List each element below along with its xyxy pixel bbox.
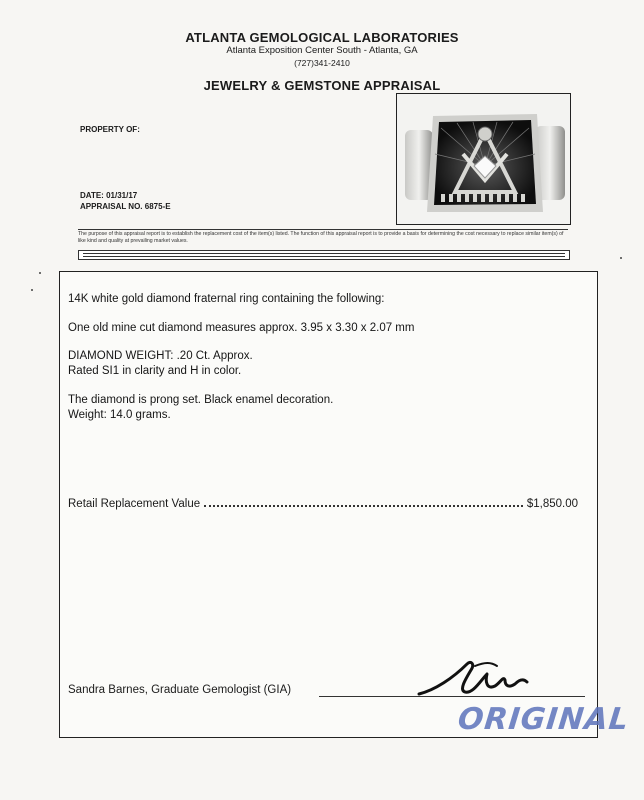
description-line: One old mine cut diamond measures approx. 3.95 x 3.30 x 2.07 mm bbox=[68, 322, 415, 334]
retail-replacement-value-row bbox=[68, 498, 578, 510]
appraisal-number-row bbox=[80, 202, 171, 211]
description-line: Weight: 14.0 grams. bbox=[68, 409, 171, 421]
date-row bbox=[80, 191, 137, 200]
description-line: 14K white gold diamond fraternal ring containing the following: bbox=[68, 293, 385, 305]
value-amount: $1,850.00 bbox=[526, 498, 578, 510]
appraisal-number-value: 6875-E bbox=[144, 202, 171, 211]
lab-name: ATLANTA GEMOLOGICAL LABORATORIES bbox=[185, 30, 459, 45]
description-line: Rated SI1 in clarity and H in color. bbox=[68, 365, 242, 377]
lab-phone: (727)341-2410 bbox=[294, 58, 350, 68]
paper-speck bbox=[39, 272, 41, 274]
value-label: Retail Replacement Value bbox=[68, 498, 201, 510]
signer-name: Sandra Barnes, Graduate Gemologist (GIA) bbox=[68, 684, 292, 696]
document-title: JEWELRY & GEMSTONE APPRAISAL bbox=[203, 78, 441, 93]
dot-leader bbox=[204, 498, 523, 507]
property-of-label: PROPERTY OF: bbox=[80, 125, 140, 134]
description-line: DIAMOND WEIGHT: .20 Ct. Approx. bbox=[68, 350, 253, 362]
masonic-ring-photo-icon bbox=[397, 94, 570, 224]
description-line: The diamond is prong set. Black enamel decoration. bbox=[68, 394, 334, 406]
appraisal-number-label: APPRAISAL NO. bbox=[80, 202, 143, 211]
original-stamp: ORIGINAL bbox=[456, 702, 631, 737]
paper-speck bbox=[620, 257, 622, 259]
lab-address: Atlanta Exposition Center South - Atlanta, GA bbox=[226, 45, 418, 56]
purpose-disclaimer: The purpose of this appraisal report is to establish the replacement cost of the item(s) listed. The function of this appraisal report is to provide a basis for determining the cost necessary to replace similar item(s) of like kind and quality at prevailing market values. bbox=[78, 229, 568, 245]
paper-speck bbox=[31, 289, 33, 291]
separator-bar-inner bbox=[83, 253, 565, 257]
separator-bar bbox=[78, 250, 570, 260]
handwritten-signature bbox=[415, 656, 555, 702]
date-value: 01/31/17 bbox=[106, 191, 138, 200]
ring-photo bbox=[396, 93, 571, 225]
date-label: DATE: bbox=[80, 191, 104, 200]
description-box bbox=[59, 271, 598, 738]
